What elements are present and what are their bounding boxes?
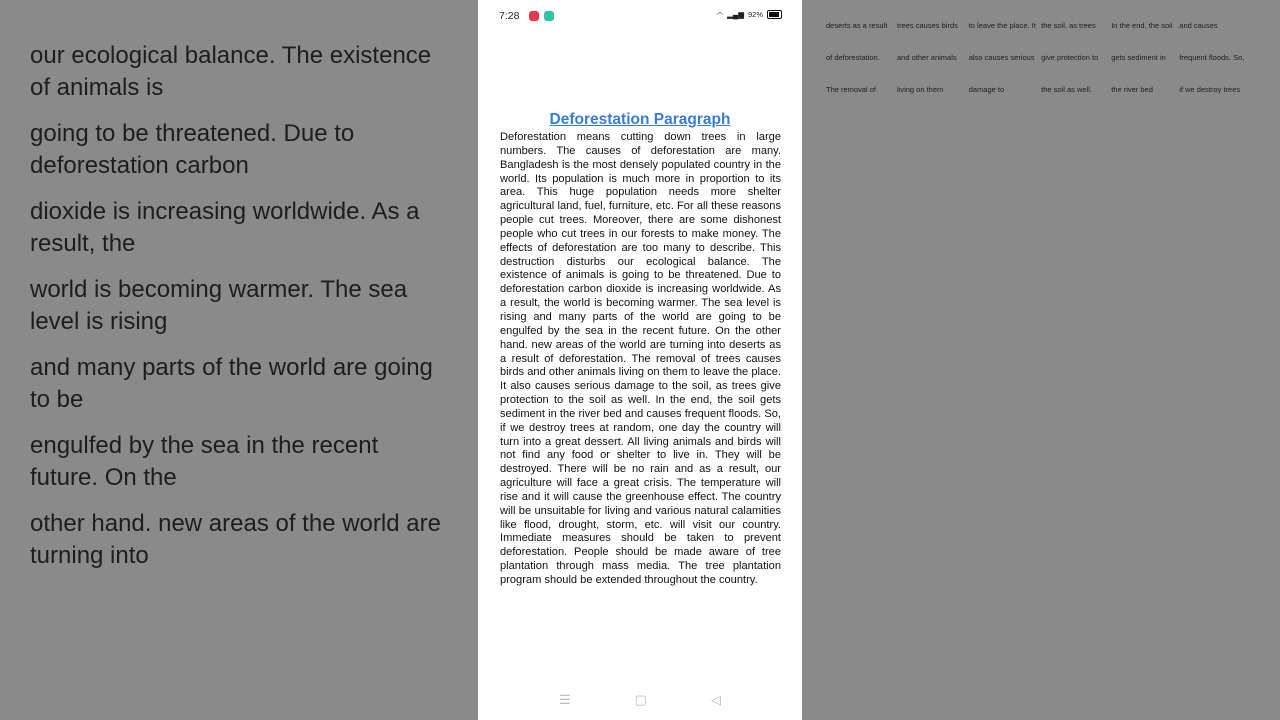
background-text-right xyxy=(826,10,1246,120)
bg-line: and many parts of the world are going to be xyxy=(30,354,433,413)
bg-line: trees causes birds and other animals living on them xyxy=(897,21,958,94)
bg-line: other hand. new areas of the world are turning into xyxy=(30,510,441,569)
bg-line: engulfed by the sea in the recent future. On the xyxy=(30,432,379,491)
bg-line: our ecological balance. The existence of animals is xyxy=(30,42,432,101)
home-icon[interactable]: ▢ xyxy=(634,692,647,707)
notification-app-icon xyxy=(544,11,554,21)
bg-line: and causes frequent floods. So, if we destroy trees xyxy=(1179,21,1245,94)
document-body: Deforestation means cutting down trees in large numbers. The causes of deforestation are many. Bangladesh is the most densely populated country in the world. Its population is much more in proportion to its area. This huge population needs more shelter agricultural land, fuel, furniture, etc. For all these reasons people cut trees. Moreover, there are some dishonest people who cut trees in our forests to make money. The effects of deforestation are too many to describe. This destruction disturbs our ecological balance. The existence of animals is going to be threatened. Due to deforestation carbon dioxide is increasing worldwide. As a result, the world is becoming warmer. The sea level is rising and many parts of the world are going to be engulfed by the sea in the recent future. On the other hand. new areas of the world are turning into deserts as a result of deforestation. The removal of trees causes birds and other animals living on them to leave the place. It also causes serious damage to the soil, as trees give protection to the soil as well. In the end, the soil gets sediment in the river bed and causes frequent floods. So, if we destroy trees at random, one day the country will turn into a great dessert. All living animals and birds will not find any food or shelter to live in. They will be destroyed. There will be no rain and as a result, our agriculture will face a great crisis. The temperature will rise and it will cause the greenhouse effect. The country will be unsuitable for living and various natural calamities like flood, drought, storm, etc. will visit our country. Immediate measures should be taken to prevent deforestation. People should be made aware of tree plantation through mass media. The tree plantation program should be extended throughout the country. xyxy=(500,131,781,586)
battery-percent: 92% xyxy=(747,10,763,19)
background-text-left xyxy=(30,40,450,586)
bg-line: going to be threatened. Due to deforestation carbon xyxy=(30,120,355,179)
bg-line: deserts as a result of deforestation. The removal of xyxy=(826,21,888,94)
wifi-icon: ◠ xyxy=(716,10,724,19)
document-title: Deforestation Paragraph xyxy=(549,111,731,128)
bg-line: In the end, the soil gets sediment in the river bed xyxy=(1111,21,1173,94)
status-bar xyxy=(478,0,802,32)
back-icon[interactable]: ◁ xyxy=(710,692,721,707)
navigation-bar xyxy=(478,692,802,708)
phone-screen xyxy=(478,0,802,720)
bg-line: dioxide is increasing worldwide. As a result, the xyxy=(30,198,420,257)
menu-icon[interactable]: ☰ xyxy=(559,692,571,707)
bg-line: the soil, as trees give protection to the soil as well. xyxy=(1041,21,1099,94)
clock: 7:28 xyxy=(499,10,520,22)
status-icons xyxy=(717,10,782,19)
bg-line: world is becoming warmer. The sea level is rising xyxy=(30,276,408,335)
notification-app-icon xyxy=(529,11,539,21)
bg-line: to leave the place. It also causes serious damage to xyxy=(968,21,1036,94)
signal-icon: ▂▄▆ xyxy=(727,10,744,19)
battery-icon xyxy=(767,10,782,19)
